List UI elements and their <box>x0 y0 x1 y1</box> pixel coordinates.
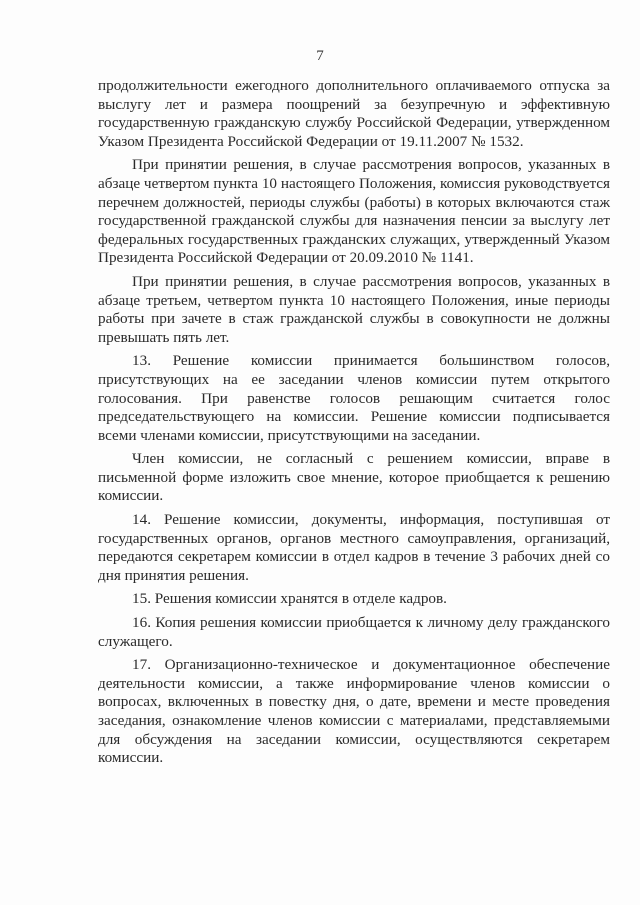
paragraph-item-13: 13. Решение комиссии принимается большинством голосов, присутствующих на ее заседании членов комиссии путем открытого голосования. При равенстве голосов решающим считается голос председательствующего на комиссии. Решение комиссии подписывается всеми членами комиссии, присутствующими на заседании. <box>98 352 610 444</box>
paragraph-decision-fourth-abzac: При принятии решения, в случае рассмотрения вопросов, указанных в абзаце четвертом пункта 10 настоящего Положения, комиссия руководствуется перечнем должностей, периоды службы (работы) в которых включаются стаж государственной гражданской службы для назначения пенсии за выслугу лет федеральных государственных гражданских служащих, утвержденный Указом Президента Российской Федерации от 20.09.2010 № 1141. <box>98 156 610 267</box>
paragraph-dissent: Член комиссии, не согласный с решением комиссии, вправе в письменной форме изложить свое мнение, которое приобщается к решению комиссии. <box>98 450 610 505</box>
paragraph-item-16: 16. Копия решения комиссии приобщается к личному делу гражданского служащего. <box>98 614 610 650</box>
paragraph-continuation: продолжительности ежегодного дополнительного оплачиваемого отпуска за выслугу лет и размера поощрений за безупречную и эффективную государственную гражданскую службу Российской Федерации, утвержденном Указом Президента Российской Федерации от 19.11.2007 № 1532. <box>98 77 610 150</box>
paragraph-item-15: 15. Решения комиссии хранятся в отделе кадров. <box>132 590 447 608</box>
page-number: 7 <box>316 48 324 64</box>
paragraph-item-17: 17. Организационно‑техническое и документационное обеспечение деятельности комиссии, а также информирование членов комиссии о вопросах, включенных в повестку дня, о дате, времени и месте проведения заседания, ознакомление членов комиссии с материалами, представляемыми для обсуждения на заседании комиссии, осуществляются секретарем комиссии. <box>98 656 610 767</box>
paragraph-decision-third-abzac: При принятии решения, в случае рассмотрения вопросов, указанных в абзаце третьем, четвертом пункта 10 настоящего Положения, иные периоды работы при зачете в стаж гражданской службы в совокупности не должны превышать пять лет. <box>98 272 610 346</box>
document-body <box>98 77 610 768</box>
paragraph-item-14: 14. Решение комиссии, документы, информация, поступившая от государственных органов, органов местного самоуправления, организаций, передаются секретарем комиссии в отдел кадров в течение 3 рабочих дней со дня принятия решения. <box>98 511 610 584</box>
